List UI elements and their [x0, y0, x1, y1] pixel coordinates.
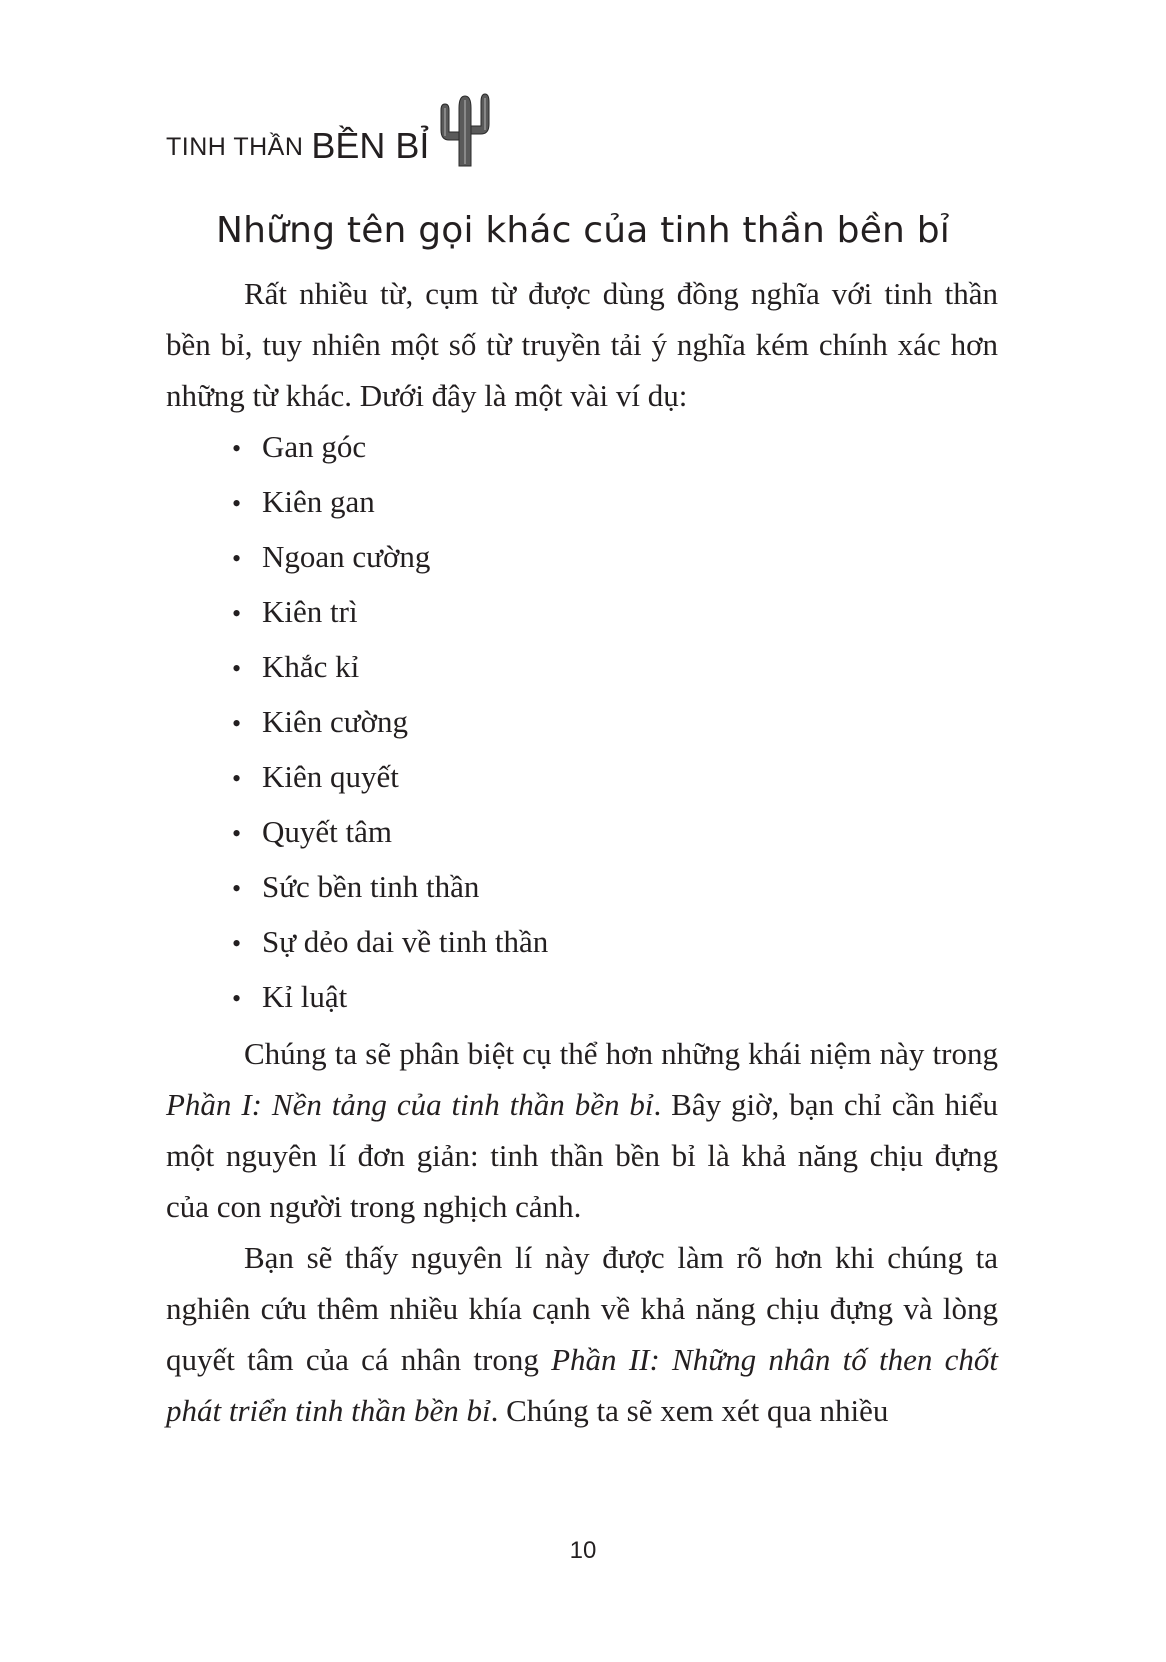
list-item: [232, 537, 430, 579]
list-item-text: Kỉ luật: [262, 979, 348, 1014]
cactus-icon: [435, 88, 495, 168]
bullet-dot: •: [232, 434, 242, 463]
paragraph-3: [166, 1232, 998, 1436]
paragraph-3-italic-ref: Phần II: Những nhân tố then chốt phát triển tinh thần bền bỉ: [166, 1342, 998, 1428]
bullet-dot: •: [232, 599, 242, 628]
page-number: 10: [569, 1537, 597, 1564]
bullet-dot: •: [232, 709, 242, 738]
paragraph-2-block: [166, 1028, 998, 1232]
list-item-text: Ngoan cường: [262, 539, 431, 574]
list-item: [232, 592, 358, 634]
list-item-text: Sự dẻo dai về tinh thần: [262, 924, 549, 959]
bullet-dot: •: [232, 764, 242, 793]
bullet-dot: •: [232, 929, 242, 958]
list-item: [232, 867, 479, 909]
intro-paragraph-block: [166, 268, 998, 421]
intro-paragraph: Rất nhiều từ, cụm từ được dùng đồng nghĩa với tinh thần bền bỉ, tuy nhiên một số từ truyền tải ý nghĩa kém chính xác hơn những từ khác. Dưới đây là một vài ví dụ:: [166, 276, 998, 413]
list-item: [232, 977, 347, 1019]
list-item: [232, 812, 392, 854]
list-item: [232, 647, 359, 689]
bullet-dot: •: [232, 544, 242, 573]
list-item: [232, 922, 548, 964]
running-head-small: TINH THẦN: [166, 133, 304, 161]
list-item-text: Kiên quyết: [262, 759, 399, 794]
list-item-text: Quyết tâm: [262, 814, 392, 849]
list-item: [232, 482, 375, 524]
list-item: [232, 757, 399, 799]
paragraph-2-italic-ref: Phần I: Nền tảng của tinh thần bền bỉ: [166, 1087, 654, 1122]
bullet-dot: •: [232, 984, 242, 1013]
paragraph-2-text-before: Chúng ta sẽ phân biệt cụ thể hơn những khái niệm này trong: [244, 1036, 998, 1071]
list-item-text: Gan góc: [262, 429, 367, 464]
synonym-list-block: [232, 427, 832, 1027]
section-title: Những tên gọi khác của tinh thần bền bỉ: [216, 210, 950, 251]
paragraph-3-block: [166, 1232, 998, 1436]
list-item-text: Sức bền tinh thần: [262, 869, 480, 904]
paragraph-2-text-after: . Bây giờ, bạn chỉ cần hiểu một nguyên lí đơn giản: tinh thần bền bỉ là khả năng chịu đựng của con người trong nghịch cảnh.: [166, 1087, 999, 1224]
list-item-text: Kiên gan: [262, 484, 375, 519]
running-head-big: BỀN BỈ: [311, 125, 430, 166]
paragraph-2: [166, 1028, 998, 1232]
paragraph-3-text-before: Bạn sẽ thấy nguyên lí này được làm rõ hơn khi chúng ta nghiên cứu thêm nhiều khía cạnh về khả năng chịu đựng và lòng quyết tâm của cá nhân trong: [166, 1240, 998, 1377]
running-head: [166, 88, 495, 168]
bullet-dot: •: [232, 654, 242, 683]
bullet-dot: •: [232, 489, 242, 518]
list-item: [232, 427, 366, 469]
list-item-text: Kiên trì: [262, 594, 358, 629]
list-item: [232, 702, 408, 744]
list-item-text: Kiên cường: [262, 704, 408, 739]
bullet-dot: •: [232, 874, 242, 903]
paragraph-3-text-after: . Chúng ta sẽ xem xét qua nhiều: [490, 1393, 889, 1428]
list-item-text: Khắc kỉ: [262, 649, 360, 684]
bullet-dot: •: [232, 819, 242, 848]
